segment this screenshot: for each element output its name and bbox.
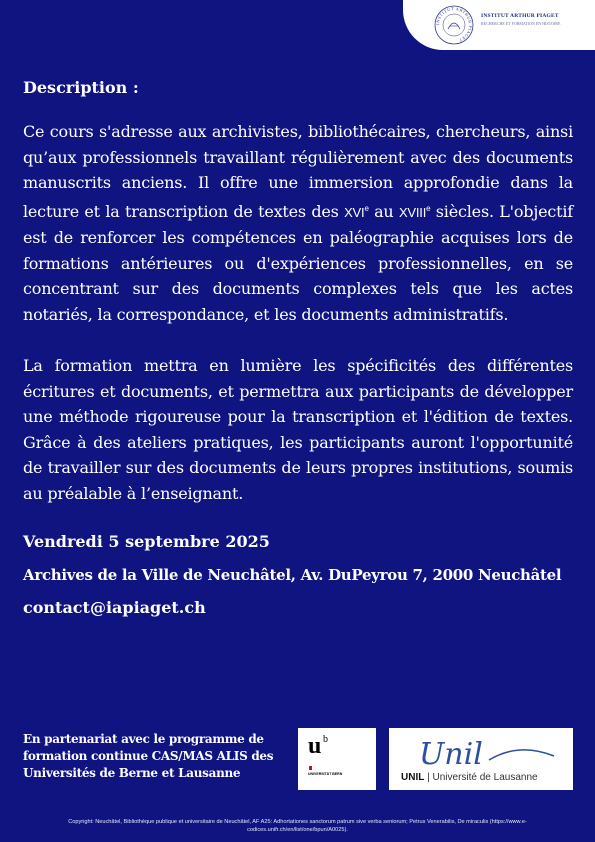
institute-seal-icon <box>433 4 475 46</box>
unil-abbr: UNIL <box>401 772 425 783</box>
paragraph-1-text-a: Ce cours s'adresse aux archivistes, bibliothécaires, chercheurs, ainsi qu’aux professionnels travaillant régulièrement avec des documents manuscrits anciens. Il offre une immersion approfondie dans la lecture et la transcription de textes des <box>23 122 573 221</box>
event-address: Archives de la Ville de Neuchâtel, Av. DuPeyrou 7, 2000 Neuchâtel <box>23 566 562 584</box>
paragraph-1-text-b: au <box>368 201 399 221</box>
unil-script-text: Unil <box>419 737 483 772</box>
century-start-suffix: e <box>364 203 369 213</box>
century-end-numeral: XVIII <box>398 204 427 220</box>
paragraph-1-text-c: siècles. L'objectif est de renforcer les compétences en paléographie acquises lors de formations antérieures ou d'expériences professionnelles, en se concentrant sur des documents complexes tels que les actes notariés, la correspondance, et les documents administratifs. <box>23 201 574 324</box>
unibe-logo-u: u <box>308 733 322 759</box>
seal-text: INSTITUT ARTHUR PIAGET <box>434 5 474 44</box>
century-end-suffix: e <box>426 203 431 213</box>
unibe-logo <box>298 728 376 790</box>
institute-logo-badge <box>403 0 595 50</box>
unibe-red-mark <box>309 766 312 770</box>
partnership-text: En partenariat avec le programme de formation continue CAS/MAS ALIS des Universités de Berne et Lausanne <box>23 732 274 780</box>
century-start <box>344 205 369 220</box>
unibe-logo-text: UNIVERSITÄT BERN <box>308 772 343 776</box>
description-paragraph-1 <box>23 119 573 327</box>
institute-name: INSTITUT ARTHUR PIAGET <box>481 13 559 19</box>
main-content <box>23 78 573 617</box>
century-end <box>399 205 430 220</box>
description-heading: Description : <box>23 78 139 97</box>
unil-name <box>401 772 538 783</box>
contact-email-link[interactable]: contact@iapiaget.ch <box>23 598 206 617</box>
event-date: Vendredi 5 septembre 2025 <box>23 532 270 551</box>
description-paragraph-2: La formation mettra en lumière les spécificités des différentes écritures et documents, et permettra aux participants de développer une méthode rigoureuse pour la transcription et l'édition de textes. Grâce à des ateliers pratiques, les participants auront l'opportunité de travailler sur des documents de leurs propres institutions, soumis au préalable à l’enseignant. <box>23 356 573 503</box>
unibe-logo-b: b <box>323 734 328 745</box>
century-start-numeral: XVI <box>344 204 365 220</box>
institute-subtitle: RECHERCHE ET FORMATION EN HISTOIRE <box>481 21 561 26</box>
unil-script-logo <box>389 730 573 772</box>
unil-logo <box>389 728 573 790</box>
unil-fullname: | Université de Lausanne <box>424 772 538 783</box>
copyright-notice: Copyright: Neuchâtel, Bibliothèque publique et universitaire de Neuchâtel, AF A25: Adhortationes sanctorum patrum sive verba seniorum; Petrus Venerabilis, De miraculis (https://www.e-codices.unifr.ch/en/list/one/bpun/A0025). <box>68 819 527 833</box>
